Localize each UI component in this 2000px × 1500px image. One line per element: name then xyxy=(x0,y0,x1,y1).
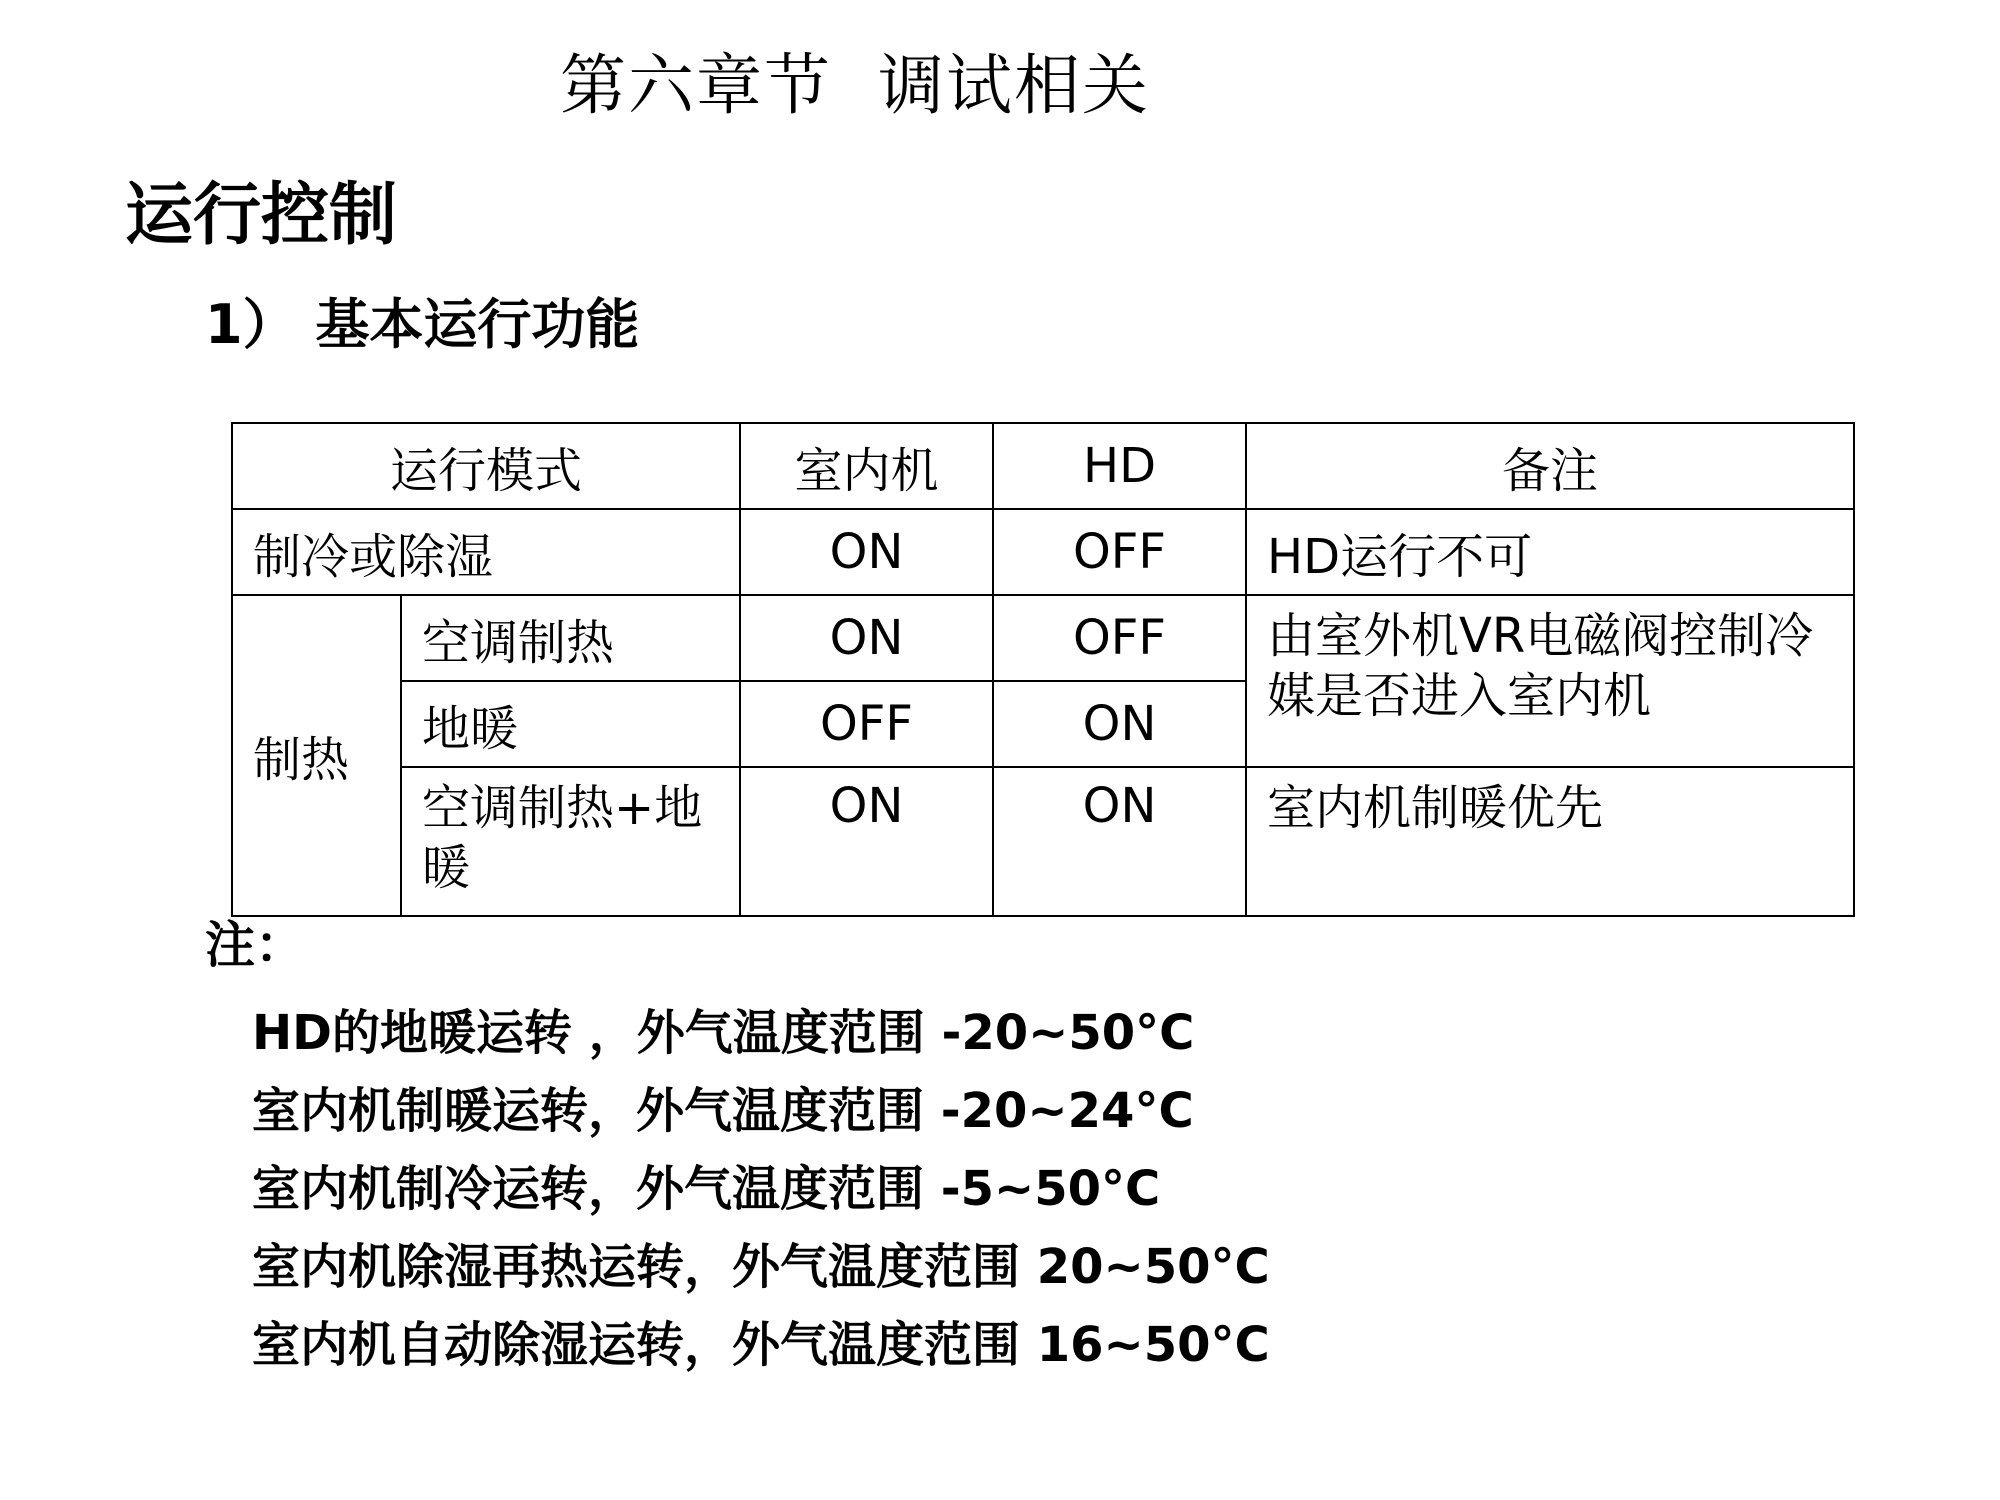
floor-heating-indoor-cell: OFF xyxy=(740,681,993,767)
ac-heating-indoor-cell: ON xyxy=(740,595,993,681)
ac-heating-hd-cell: OFF xyxy=(993,595,1246,681)
cooling-remark-cell: HD运行不可 xyxy=(1246,509,1854,595)
ac-heating-mode-cell: 空调制热 xyxy=(401,595,740,681)
combined-remark-cell: 室内机制暖优先 xyxy=(1246,767,1854,916)
operation-mode-table xyxy=(231,422,1855,917)
shared-remark-cell: 由室外机VR电磁阀控制冷媒是否进入室内机 xyxy=(1246,595,1854,767)
combined-hd-cell: ON xyxy=(993,767,1246,916)
list-item: 室内机自动除湿运转，外气温度范围 16~50°C xyxy=(252,1317,1270,1373)
chapter-title: 第六章节 调试相关 xyxy=(560,47,1150,124)
header-hd: HD xyxy=(993,423,1246,509)
cooling-indoor-cell: ON xyxy=(740,509,993,595)
header-indoor: 室内机 xyxy=(740,423,993,509)
cooling-mode-cell: 制冷或除湿 xyxy=(232,509,740,595)
header-mode: 运行模式 xyxy=(232,423,740,509)
cooling-hd-cell: OFF xyxy=(993,509,1246,595)
table-row xyxy=(232,595,1854,681)
list-item: 室内机制暖运转，外气温度范围 -20~24°C xyxy=(252,1083,1194,1139)
table-row xyxy=(232,509,1854,595)
header-remarks: 备注 xyxy=(1246,423,1854,509)
floor-heating-mode-cell: 地暖 xyxy=(401,681,740,767)
section-title: 运行控制 xyxy=(125,176,398,255)
note-label: 注： xyxy=(205,916,305,974)
combined-mode-cell: 空调制热+地暖 xyxy=(401,767,740,916)
table-row xyxy=(232,767,1854,916)
list-item: HD的地暖运转 ，外气温度范围 -20~50°C xyxy=(252,1005,1195,1061)
list-item: 室内机制冷运转，外气温度范围 -5~50°C xyxy=(252,1161,1161,1217)
subsection-title: 1） 基本运行功能 xyxy=(205,293,640,356)
combined-indoor-cell: ON xyxy=(740,767,993,916)
notes-list xyxy=(252,994,1270,1384)
table-header-row xyxy=(232,423,1854,509)
heating-group-cell: 制热 xyxy=(232,595,401,916)
floor-heating-hd-cell: ON xyxy=(993,681,1246,767)
list-item: 室内机除湿再热运转，外气温度范围 20~50°C xyxy=(252,1239,1270,1295)
